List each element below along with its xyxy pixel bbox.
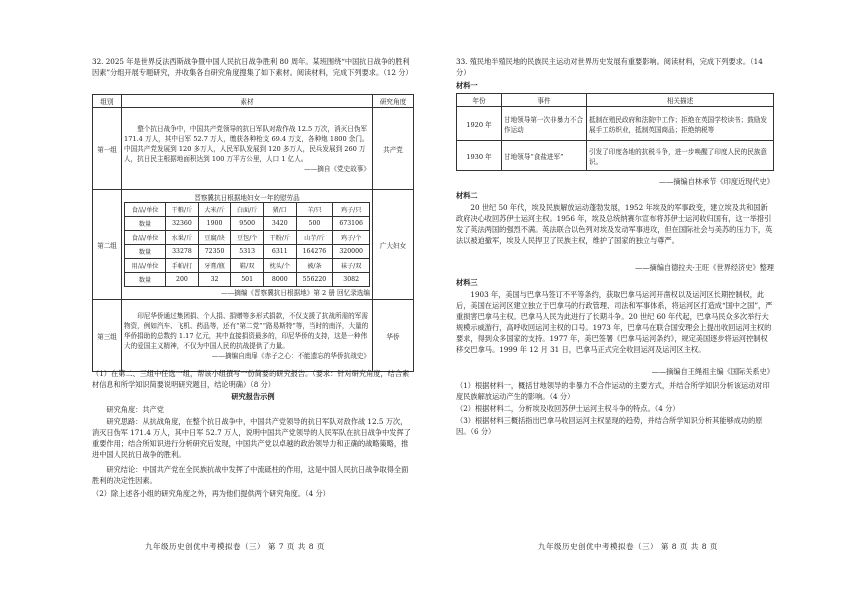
sample-title: 研究报告示例 (231, 392, 275, 401)
supply-table-cell: 羊/只 (296, 203, 333, 217)
q32-req2: （2）除上述各小组的研究角度之外，再为他们提供两个研究角度。（4 分） (92, 489, 330, 498)
supply-table-cell: 320000 (333, 245, 370, 259)
supply-table-cell: 32360 (166, 217, 199, 231)
group2-angle: 广大妇女 (373, 190, 414, 300)
supply-table-cell: 被/条 (296, 259, 333, 273)
supply-table-cell: 用品/单位 (125, 259, 166, 273)
m3-title: 材料三 (456, 278, 478, 287)
supply-table-row (125, 259, 370, 273)
m1-row2-desc: 引发了印度各地的抗税斗争，进一步唤醒了印度人民的民族意识。 (587, 141, 774, 171)
supply-table-cell: 6311 (263, 245, 296, 259)
group1-angle: 共产党 (373, 108, 414, 190)
group3-text: 印尼华侨通过集团捐、个人捐、捐赠等多形式捐款，不仅支援了抗战所需的军需物资，例如汽车、飞机、药品等，还有“第二党”“路易斯特”等，当时的南洋，大量的华侨捐助的总数约 1.17 亿元，其中直接捐资最多的，印尼华侨的支持，这是一种伟大的爱国主义精神，不仅为中国人民的抗战提供了力量。 (124, 311, 369, 350)
q33-req1: （1）根据材料一，概括甘地领导的非暴力不合作运动的主要方式，并结合所学知识分析该运动对印度民族解放运动产生的影响。（4 分） (456, 381, 770, 401)
supply-table-cell: 164276 (296, 245, 333, 259)
m1-header-year: 年份 (457, 94, 502, 107)
m1-source: ——摘编自林承节《印度近现代史》 (658, 177, 774, 186)
header-group: 组别 (93, 95, 122, 108)
supply-table-row (125, 203, 370, 217)
supply-table-cell: 牙膏/瓶 (198, 259, 231, 273)
m3-source: ——摘编自王绳祖主编《国际关系史》 (651, 367, 774, 376)
supply-table-cell: 袜子/双 (333, 259, 370, 273)
supply-table-cell: 32 (198, 273, 231, 287)
supply-table-cell: 3420 (263, 217, 296, 231)
m1-row1-event: 甘地领导第一次非暴力不合作运动 (502, 107, 587, 141)
supply-table-cell: 72350 (198, 245, 231, 259)
group3-label: 第三组 (93, 300, 122, 372)
supply-table-cell: 猪/口 (263, 203, 296, 217)
sample-angle: 研究角度：共产党 (106, 405, 164, 414)
supply-table-cell: 干粮/斤 (166, 203, 199, 217)
supply-table-cell: 食品/单位 (125, 203, 166, 217)
supply-table-cell: 8000 (263, 273, 296, 287)
footer-page7: 九年级历史创优中考模拟卷（三） 第 7 页 共 8 页 (145, 542, 325, 551)
group2-table-title: 晋察冀抗日根据地妇女一年的慰劳品 (194, 194, 300, 202)
m2-source: ——摘编自德拉夫·王旺《世界经济史》整理 (635, 263, 774, 272)
supply-table-cell: 500 (296, 217, 333, 231)
group1-text: 整个抗日战争中，中国共产党领导的抗日军队对敌作战 12.5 万次，消灭日伪军 171.4 万人，其中日军 52.7 万人，缴获各种枪支 69.4 万支，各种炮 1800 余门。中国共产党发展到 120 多万人，人民军队发展到 120 多万人，民兵发展到 260 万人，抗日民主根据地面积达到 100 万平方公里，人口 1 亿人。 (124, 124, 369, 163)
supply-table-cell: 干粉/斤 (263, 231, 296, 245)
supply-table-cell: 33278 (166, 245, 199, 259)
m1-header-event: 事件 (502, 94, 587, 107)
m1-title: 材料一 (456, 81, 478, 90)
group3-angle: 华侨 (373, 300, 414, 372)
group3-source: ——摘编自南扉《赤子之心：不能遗忘的华侨抗战史》 (211, 351, 370, 360)
m2-text: 20 世纪 50 年代，埃及民族解放运动蓬勃发展，1952 年埃及的军事政变，建立埃及共和国新政府决心收回苏伊士运河主权。1956 年，埃及总统纳赛尔宣布将苏伊士运河收归国有，这一举措引发了英法两国的强烈不满。英法联合以色列对埃及发动军事进攻，但在国际社会与美苏的压力下，英法以被迫撤军，埃及人民捍卫了民族主权，维护了国家的独立与尊严。 (456, 203, 773, 245)
group3-material (122, 300, 373, 372)
supply-table-cell: 山芋/斤 (296, 231, 333, 245)
group1-label: 第一组 (93, 108, 122, 190)
supply-table-cell: 枕头/个 (263, 259, 296, 273)
supply-table-cell: 501 (231, 273, 264, 287)
supply-table-cell: 豆腐/块 (198, 231, 231, 245)
supply-table-cell: 673106 (333, 217, 370, 231)
supply-table-cell: 食品/单位 (125, 231, 166, 245)
supply-table-cell: 鸡子/只 (333, 203, 370, 217)
m3-text: 1903 年，美国与巴拿马签订不平等条约，获取巴拿马运河开凿权以及运河区长期控制权，此后，美国在运河区建立独立于巴拿马的行政管理、司法和军事体系，将运河区打造成“国中之国”，严重损害巴拿马主权。巴拿马人民为此进行了长期斗争。20 世纪 60 年代起，巴拿马民众多次举行大规模示威游行，高呼收回运河主权的口号。1973 年，巴拿马在联合国安理会上提出收回运河主权的要求，得到众多国家的支持。1977 年，美巴签署《巴拿马运河条约》，规定美国逐步将运河控制权移交巴拿马。1999 年 12 月 31 日，巴拿马正式完全收回运河及运河区主权。 (456, 290, 773, 354)
supply-table-row (125, 245, 370, 259)
m1-table (456, 93, 774, 171)
q33-req2: （2）根据材料二，分析埃及收回苏伊士运河主权斗争的特点。（4 分） (456, 404, 680, 413)
supply-table-cell: 5313 (231, 245, 264, 259)
header-angle: 研究角度 (373, 95, 414, 108)
group2-material (122, 190, 373, 300)
supply-table-cell: 200 (166, 273, 199, 287)
supply-table-cell: 鞋/双 (231, 259, 264, 273)
supply-table-cell: 豆包/个 (231, 231, 264, 245)
q32-req1: （1）在第二、三组中任选一组，帮该小组撰写一份简要的研究报告。（要求：针对研究角度，结合素材信息和所学知识简要说明研究题目，结论明确）（8 分） (92, 369, 410, 389)
m1-header-desc: 相关描述 (587, 94, 774, 107)
sample-idea: 研究思路：从抗战角度，在整个抗日战争中，中国共产党领导的抗日军队对敌作战 12.5 万次，消灭日伪军 171.4 万人，其中日军 52.7 万人，说明中国共产党领导的人民军队在抗日战争中发挥了重要作用；结合所知识进行分析研究后发现，中国共产党以卓越的政治领导力和正确的战略策略，推进中国人民抗日战争的胜利。 (92, 417, 411, 459)
supply-table-row (125, 217, 370, 231)
supply-table-cell: 鸡子/个 (333, 231, 370, 245)
sample-conclusion: 研究结论：中国共产党在全民族抗战中发挥了中流砥柱的作用，这是中国人民抗日战争取得全面胜利的决定性因素。 (92, 465, 409, 485)
q33-req3: （3）根据材料三概括指出巴拿马收回运河主权显现的趋势，并结合所学知识分析其能够成功的原因。（6 分） (456, 416, 763, 436)
supply-table-cell: 9500 (231, 217, 264, 231)
header-material: 素材 (122, 95, 373, 108)
m1-row1-desc: 抵制在殖民政府和法院中工作；拒绝在英国学校读书；鼓励发展手工纺织业，抵制英国商品；拒绝纳税等 (587, 107, 774, 141)
group2-label: 第二组 (93, 190, 122, 300)
supply-table-cell: 数量 (125, 273, 166, 287)
group2-supply-table (124, 202, 370, 287)
supply-table-cell: 3082 (333, 273, 370, 287)
supply-table-cell: 556220 (296, 273, 333, 287)
m2-title: 材料二 (456, 191, 478, 200)
right-page (430, 0, 860, 608)
q32-material-table (92, 94, 414, 372)
q33-intro: 33. 殖民地半殖民地的民族民主运动对世界历史发展有重要影响。阅读材料，完成下列要求。（14 分） (456, 57, 763, 77)
footer-page8: 九年级历史创优中考模拟卷（三） 第 8 页 共 8 页 (538, 542, 718, 551)
supply-table-cell: 数量 (125, 245, 166, 259)
supply-table-cell: 数量 (125, 217, 166, 231)
supply-table-cell: 白面/斤 (231, 203, 264, 217)
m1-row1-year: 1920 年 (457, 107, 502, 141)
supply-table-cell: 手帕/打 (166, 259, 199, 273)
m1-row2-year: 1930 年 (457, 141, 502, 171)
group2-source: ——摘编《晋察冀抗日根据地》第 2 册 回忆录选编 (221, 289, 370, 297)
m1-row2-event: 甘地领导“食盐进军” (502, 141, 587, 171)
supply-table-row (125, 231, 370, 245)
supply-table-cell: 大米/斤 (198, 203, 231, 217)
supply-table-cell: 水果/斤 (166, 231, 199, 245)
supply-table-cell: 1900 (198, 217, 231, 231)
group1-material (122, 108, 373, 190)
q32-intro: 32. 2025 年是世界反法西斯战争暨中国人民抗日战争胜利 80 周年。某班围绕“中国抗日战争的胜利因素”分组开展专题研究，并收集各自研究角度搜集了如下素材。阅读材料，完成下列要求。（12 分） (92, 57, 413, 77)
supply-table-row (125, 273, 370, 287)
group1-source: ——摘自《党史故事》 (304, 164, 370, 173)
